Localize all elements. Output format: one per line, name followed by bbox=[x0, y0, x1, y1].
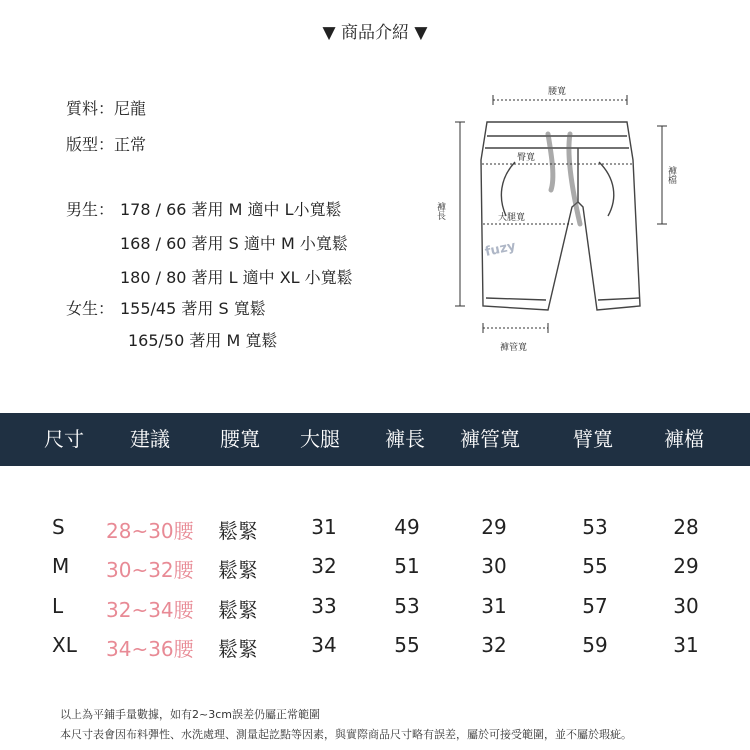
row-length: 55 bbox=[394, 633, 420, 657]
header-hip: 臂寬 bbox=[573, 427, 613, 451]
header-waist: 腰寬 bbox=[220, 427, 260, 451]
male-fit-line-2: 168 / 60 著用 S 適中 M 小寬鬆 bbox=[120, 234, 348, 253]
header-hem: 褲管寬 bbox=[460, 427, 520, 451]
header-length: 褲長 bbox=[385, 427, 425, 451]
row-hip: 53 bbox=[582, 515, 608, 539]
male-fit-line-3: 180 / 80 著用 L 適中 XL 小寬鬆 bbox=[120, 268, 353, 287]
row-rise: 31 bbox=[673, 633, 699, 657]
row-thigh: 34 bbox=[311, 633, 337, 657]
row-hip: 59 bbox=[582, 633, 608, 657]
fit-spec: 版型：正常 bbox=[66, 135, 147, 154]
hem-measure-label: 褲管寬 bbox=[500, 343, 528, 353]
row-hip: 55 bbox=[582, 554, 608, 578]
header-size: 尺寸 bbox=[44, 427, 84, 451]
measurement-note-1: 以上為平鋪手量數據，如有2~3cm誤差仍屬正常範圍 bbox=[60, 708, 320, 721]
row-length: 49 bbox=[394, 515, 420, 539]
row-length: 51 bbox=[394, 554, 420, 578]
length-measure-label: 褲長 bbox=[435, 202, 445, 220]
rise-measure-label: 褲檔 bbox=[666, 166, 676, 184]
row-waist: 鬆緊 bbox=[218, 558, 258, 582]
waist-measure-label: 腰寬 bbox=[548, 87, 567, 97]
shorts-measurement-diagram bbox=[430, 78, 685, 358]
hip-measure-label: 臀寬 bbox=[517, 153, 536, 163]
row-waist: 鬆緊 bbox=[218, 598, 258, 622]
row-hem: 29 bbox=[481, 515, 507, 539]
section-title: ▼ 商品介紹 ▼ bbox=[322, 23, 428, 43]
length-measure-arrow bbox=[455, 122, 465, 306]
material-spec: 質料：尼龍 bbox=[66, 99, 147, 118]
row-recommend: 34~36腰 bbox=[106, 637, 194, 661]
female-label: 女生： bbox=[66, 299, 115, 318]
row-size: M bbox=[52, 554, 70, 578]
row-hem: 30 bbox=[481, 554, 507, 578]
row-hem: 31 bbox=[481, 594, 507, 618]
row-recommend: 28~30腰 bbox=[106, 519, 194, 543]
row-recommend: 30~32腰 bbox=[106, 558, 194, 582]
header-thigh: 大腿 bbox=[300, 427, 340, 451]
measurement-note-2: 本尺寸表會因布料彈性、水洗處理、測量起訖點等因素，與實際商品尺寸略有誤差，屬於可接受範圍，並不屬於瑕疵。 bbox=[60, 728, 632, 741]
male-fit-line-1: 178 / 66 著用 M 適中 L小寬鬆 bbox=[120, 200, 342, 219]
row-size: XL bbox=[52, 633, 77, 657]
row-rise: 29 bbox=[673, 554, 699, 578]
female-fit-line-2: 165/50 著用 M 寬鬆 bbox=[128, 331, 278, 350]
row-waist: 鬆緊 bbox=[218, 637, 258, 661]
row-hem: 32 bbox=[481, 633, 507, 657]
hem-measure-arrow bbox=[483, 323, 548, 333]
row-recommend: 32~34腰 bbox=[106, 598, 194, 622]
row-rise: 28 bbox=[673, 515, 699, 539]
thigh-measure-label: 大腿寬 bbox=[498, 213, 526, 223]
brand-logo: fuzy bbox=[483, 238, 518, 260]
row-thigh: 32 bbox=[311, 554, 337, 578]
row-waist: 鬆緊 bbox=[218, 519, 258, 543]
row-hip: 57 bbox=[582, 594, 608, 618]
row-size: L bbox=[52, 594, 64, 618]
row-length: 53 bbox=[394, 594, 420, 618]
size-table-header bbox=[0, 413, 750, 466]
header-rise: 褲檔 bbox=[664, 427, 704, 451]
row-size: S bbox=[52, 515, 65, 539]
male-label: 男生： bbox=[66, 200, 115, 219]
header-recommend: 建議 bbox=[130, 427, 170, 451]
row-thigh: 33 bbox=[311, 594, 337, 618]
female-fit-line-1: 155/45 著用 S 寬鬆 bbox=[120, 299, 266, 318]
row-thigh: 31 bbox=[311, 515, 337, 539]
row-rise: 30 bbox=[673, 594, 699, 618]
